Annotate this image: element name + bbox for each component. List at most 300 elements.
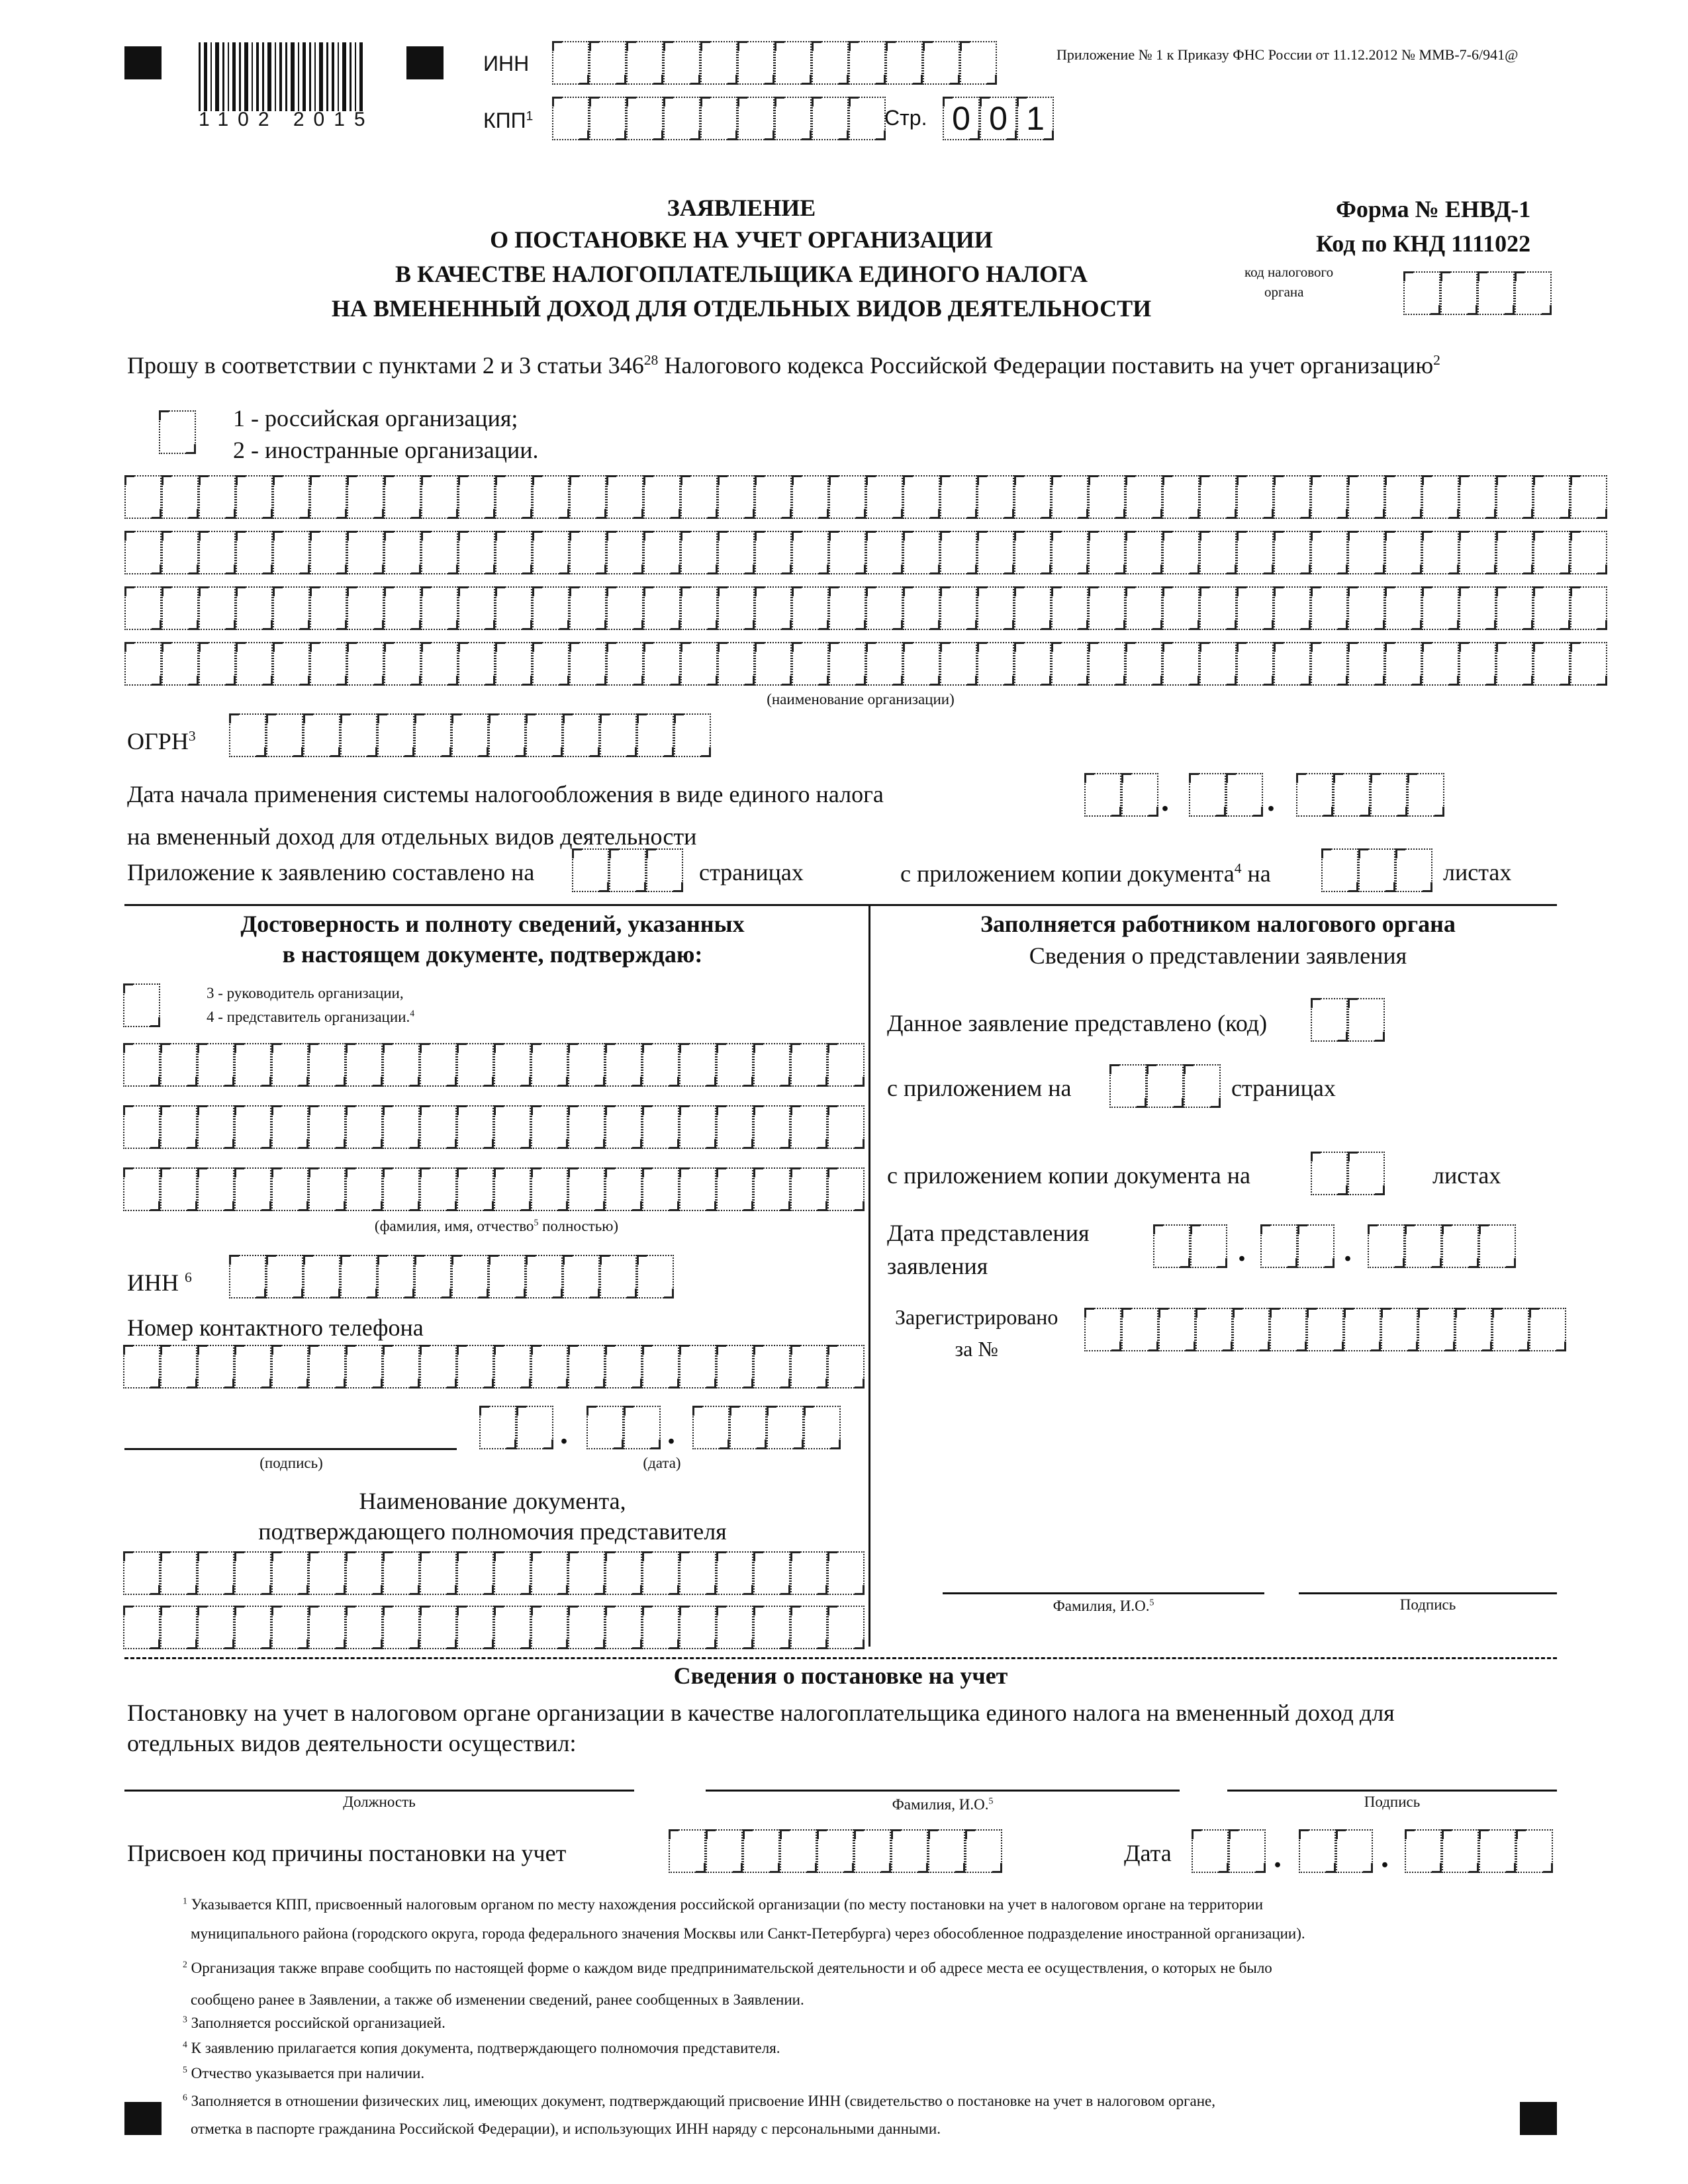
character-cell[interactable] — [716, 1105, 753, 1149]
character-cell[interactable] — [377, 713, 414, 757]
character-cell[interactable] — [753, 1606, 790, 1649]
character-cell[interactable] — [1237, 531, 1274, 574]
character-cell[interactable] — [1348, 998, 1385, 1042]
character-cell[interactable] — [1196, 1308, 1233, 1351]
character-cell[interactable] — [1311, 586, 1348, 630]
with-copy-field[interactable] — [1311, 1152, 1385, 1195]
sign-date-month[interactable] — [586, 1406, 661, 1449]
character-cell[interactable] — [1348, 475, 1385, 519]
character-cell[interactable] — [605, 1043, 642, 1087]
position-line[interactable] — [124, 1790, 634, 1792]
org-type-field[interactable] — [159, 410, 196, 454]
tax-org-code-field[interactable] — [1403, 271, 1552, 315]
character-cell[interactable] — [600, 713, 637, 757]
character-cell[interactable] — [384, 475, 421, 519]
character-cell[interactable] — [1368, 1224, 1405, 1268]
character-cell[interactable] — [384, 586, 421, 630]
registration-date-day[interactable] — [1192, 1829, 1266, 1873]
character-cell[interactable] — [383, 1043, 420, 1087]
character-cell[interactable] — [679, 1105, 716, 1149]
character-cell[interactable] — [589, 97, 626, 140]
character-cell[interactable] — [526, 713, 563, 757]
character-cell[interactable] — [1051, 586, 1088, 630]
character-cell[interactable] — [1162, 475, 1199, 519]
submit-date-year[interactable] — [1368, 1224, 1516, 1268]
character-cell[interactable] — [563, 713, 600, 757]
character-cell[interactable] — [457, 1167, 494, 1211]
character-cell[interactable] — [346, 1167, 383, 1211]
character-cell[interactable] — [827, 1606, 865, 1649]
character-cell[interactable] — [310, 642, 347, 686]
officer-signature-line[interactable] — [1299, 1592, 1557, 1594]
doc-name-row-1[interactable] — [123, 1551, 865, 1595]
character-cell[interactable] — [421, 586, 458, 630]
character-cell[interactable] — [753, 1551, 790, 1595]
character-cell[interactable] — [1121, 1308, 1158, 1351]
character-cell[interactable] — [552, 41, 589, 85]
character-cell[interactable] — [569, 642, 606, 686]
character-cell[interactable] — [643, 586, 680, 630]
character-cell[interactable] — [532, 586, 569, 630]
character-cell[interactable] — [451, 1255, 489, 1298]
character-cell[interactable] — [271, 1345, 308, 1388]
character-cell[interactable] — [160, 1043, 197, 1087]
character-cell[interactable] — [1358, 848, 1395, 892]
character-cell[interactable] — [568, 1345, 605, 1388]
character-cell[interactable] — [716, 1167, 753, 1211]
character-cell[interactable] — [568, 1606, 605, 1649]
character-cell[interactable] — [626, 41, 663, 85]
character-cell[interactable] — [383, 1167, 420, 1211]
character-cell[interactable] — [234, 1105, 271, 1149]
character-cell[interactable] — [340, 1255, 377, 1298]
character-cell[interactable] — [1125, 475, 1162, 519]
character-cell[interactable] — [605, 1606, 642, 1649]
kpp-assigned-field[interactable] — [669, 1829, 1002, 1873]
character-cell[interactable] — [310, 531, 347, 574]
character-cell[interactable] — [1385, 475, 1422, 519]
character-cell[interactable] — [1348, 586, 1385, 630]
character-cell[interactable] — [679, 1551, 716, 1595]
character-cell[interactable] — [124, 586, 162, 630]
character-cell[interactable] — [718, 586, 755, 630]
character-cell[interactable] — [273, 586, 310, 630]
character-cell[interactable] — [489, 1255, 526, 1298]
character-cell[interactable] — [1440, 271, 1477, 315]
inn-field[interactable] — [552, 41, 997, 85]
character-cell[interactable] — [271, 1551, 308, 1595]
character-cell[interactable] — [1459, 642, 1496, 686]
start-date-year[interactable] — [1296, 773, 1444, 817]
character-cell[interactable] — [457, 1043, 494, 1087]
character-cell[interactable] — [589, 41, 626, 85]
character-cell[interactable] — [755, 586, 792, 630]
registrar-fio-line[interactable] — [706, 1790, 1180, 1792]
character-cell[interactable] — [1297, 1224, 1335, 1268]
character-cell[interactable] — [229, 1255, 266, 1298]
character-cell[interactable] — [1422, 586, 1459, 630]
character-cell[interactable] — [347, 531, 384, 574]
character-cell[interactable] — [1051, 642, 1088, 686]
character-cell[interactable] — [737, 41, 774, 85]
character-cell[interactable] — [308, 1167, 346, 1211]
character-cell[interactable] — [1422, 475, 1459, 519]
character-cell[interactable] — [642, 1606, 679, 1649]
character-cell[interactable] — [1442, 1224, 1479, 1268]
fio-row-1[interactable] — [123, 1043, 865, 1087]
character-cell[interactable] — [199, 586, 236, 630]
character-cell[interactable] — [1237, 586, 1274, 630]
registrar-signature-line[interactable] — [1227, 1790, 1557, 1792]
character-cell[interactable] — [827, 1043, 865, 1087]
character-cell[interactable] — [1192, 1829, 1229, 1873]
copy-sheets-field[interactable] — [1321, 848, 1432, 892]
character-cell[interactable] — [234, 1043, 271, 1087]
character-cell[interactable] — [829, 586, 866, 630]
character-cell[interactable] — [1088, 531, 1125, 574]
character-cell[interactable] — [1477, 271, 1515, 315]
character-cell[interactable] — [1333, 773, 1370, 817]
character-cell[interactable] — [1570, 642, 1607, 686]
character-cell[interactable] — [495, 586, 532, 630]
character-cell[interactable] — [753, 1043, 790, 1087]
character-cell[interactable] — [420, 1105, 457, 1149]
character-cell[interactable] — [792, 475, 829, 519]
character-cell[interactable] — [1311, 531, 1348, 574]
character-cell[interactable] — [1405, 1224, 1442, 1268]
character-cell[interactable] — [308, 1551, 346, 1595]
character-cell[interactable] — [421, 475, 458, 519]
character-cell[interactable] — [790, 1345, 827, 1388]
character-cell[interactable] — [458, 531, 495, 574]
character-cell[interactable] — [1274, 642, 1311, 686]
character-cell[interactable] — [600, 1255, 637, 1298]
character-cell[interactable] — [829, 475, 866, 519]
character-cell[interactable] — [197, 1551, 234, 1595]
character-cell[interactable] — [303, 1255, 340, 1298]
character-cell[interactable] — [643, 475, 680, 519]
character-cell[interactable] — [716, 1043, 753, 1087]
character-cell[interactable] — [234, 1167, 271, 1211]
character-cell[interactable] — [903, 642, 940, 686]
officer-fio-line[interactable] — [943, 1592, 1264, 1594]
character-cell[interactable] — [1496, 531, 1533, 574]
character-cell[interactable] — [1311, 1152, 1348, 1195]
character-cell[interactable] — [716, 1345, 753, 1388]
character-cell[interactable] — [552, 97, 589, 140]
character-cell[interactable] — [790, 1167, 827, 1211]
character-cell[interactable] — [1321, 848, 1358, 892]
character-cell[interactable] — [792, 642, 829, 686]
character-cell[interactable] — [1014, 475, 1051, 519]
character-cell[interactable] — [1348, 1152, 1385, 1195]
character-cell[interactable] — [606, 531, 643, 574]
sign-date-year[interactable] — [692, 1406, 841, 1449]
character-cell[interactable] — [1370, 773, 1407, 817]
character-cell[interactable] — [1459, 586, 1496, 630]
character-cell[interactable] — [679, 1167, 716, 1211]
signature-line[interactable] — [124, 1448, 457, 1450]
character-cell[interactable] — [162, 586, 199, 630]
character-cell[interactable] — [123, 1167, 160, 1211]
character-cell[interactable] — [160, 1606, 197, 1649]
character-cell[interactable] — [829, 642, 866, 686]
character-cell[interactable] — [457, 1606, 494, 1649]
character-cell[interactable] — [197, 1043, 234, 1087]
character-cell[interactable] — [123, 1606, 160, 1649]
character-cell[interactable] — [1455, 1308, 1492, 1351]
character-cell[interactable] — [1570, 531, 1607, 574]
doc-name-row-2[interactable] — [123, 1606, 865, 1649]
character-cell[interactable] — [1237, 475, 1274, 519]
character-cell[interactable] — [123, 1345, 160, 1388]
character-cell[interactable] — [1109, 1064, 1147, 1108]
character-cell[interactable] — [755, 531, 792, 574]
character-cell[interactable] — [680, 531, 718, 574]
character-cell[interactable] — [236, 531, 273, 574]
character-cell[interactable] — [162, 531, 199, 574]
character-cell[interactable] — [569, 475, 606, 519]
character-cell[interactable] — [457, 1551, 494, 1595]
character-cell[interactable] — [1299, 1829, 1336, 1873]
character-cell[interactable] — [977, 475, 1014, 519]
character-cell[interactable] — [753, 1167, 790, 1211]
sign-date-day[interactable] — [479, 1406, 553, 1449]
character-cell[interactable] — [1344, 1308, 1381, 1351]
character-cell[interactable] — [420, 1606, 457, 1649]
character-cell[interactable] — [347, 475, 384, 519]
character-cell[interactable] — [605, 1345, 642, 1388]
character-cell[interactable] — [812, 41, 849, 85]
character-cell[interactable] — [637, 1255, 674, 1298]
character-cell[interactable] — [886, 41, 923, 85]
character-cell[interactable] — [792, 531, 829, 574]
character-cell[interactable] — [494, 1043, 531, 1087]
character-cell[interactable] — [236, 642, 273, 686]
character-cell[interactable] — [451, 713, 489, 757]
character-cell[interactable] — [1496, 642, 1533, 686]
character-cell[interactable] — [903, 475, 940, 519]
character-cell[interactable] — [1307, 1308, 1344, 1351]
character-cell[interactable] — [849, 41, 886, 85]
character-cell[interactable] — [310, 586, 347, 630]
character-cell[interactable] — [383, 1606, 420, 1649]
character-cell[interactable] — [606, 475, 643, 519]
character-cell[interactable] — [308, 1345, 346, 1388]
character-cell[interactable] — [716, 1606, 753, 1649]
character-cell[interactable] — [1270, 1308, 1307, 1351]
character-cell[interactable] — [940, 586, 977, 630]
org-name-row-4[interactable] — [124, 642, 1607, 686]
character-cell[interactable] — [384, 642, 421, 686]
character-cell[interactable] — [383, 1105, 420, 1149]
character-cell[interactable] — [1570, 475, 1607, 519]
character-cell[interactable] — [1158, 1308, 1196, 1351]
character-cell[interactable] — [308, 1606, 346, 1649]
character-cell[interactable] — [1153, 1224, 1190, 1268]
character-cell[interactable] — [827, 1167, 865, 1211]
character-cell[interactable] — [774, 41, 812, 85]
character-cell[interactable] — [123, 1551, 160, 1595]
with-attachment-field[interactable] — [1109, 1064, 1221, 1108]
character-cell[interactable] — [340, 713, 377, 757]
character-cell[interactable] — [346, 1105, 383, 1149]
character-cell[interactable] — [1088, 642, 1125, 686]
character-cell[interactable] — [1125, 531, 1162, 574]
character-cell[interactable] — [1051, 475, 1088, 519]
character-cell[interactable] — [303, 713, 340, 757]
registration-date-month[interactable] — [1299, 1829, 1373, 1873]
character-cell[interactable] — [383, 1551, 420, 1595]
character-cell[interactable] — [1515, 271, 1552, 315]
character-cell[interactable] — [458, 586, 495, 630]
character-cell[interactable] — [199, 475, 236, 519]
character-cell[interactable] — [1422, 642, 1459, 686]
character-cell[interactable] — [1385, 586, 1422, 630]
character-cell[interactable] — [1348, 642, 1385, 686]
signer-inn-field[interactable] — [229, 1255, 674, 1298]
character-cell[interactable] — [679, 1345, 716, 1388]
character-cell[interactable] — [414, 713, 451, 757]
character-cell[interactable] — [420, 1043, 457, 1087]
character-cell[interactable] — [1459, 531, 1496, 574]
character-cell[interactable] — [643, 642, 680, 686]
character-cell[interactable] — [162, 475, 199, 519]
character-cell[interactable] — [1125, 586, 1162, 630]
character-cell[interactable] — [1199, 475, 1237, 519]
character-cell[interactable] — [1121, 773, 1158, 817]
character-cell[interactable] — [1395, 848, 1432, 892]
character-cell[interactable] — [679, 1606, 716, 1649]
character-cell[interactable] — [928, 1829, 965, 1873]
character-cell[interactable] — [1348, 531, 1385, 574]
fio-row-2[interactable] — [123, 1105, 865, 1149]
character-cell[interactable] — [1014, 531, 1051, 574]
character-cell[interactable] — [494, 1345, 531, 1388]
character-cell[interactable] — [642, 1551, 679, 1595]
character-cell[interactable] — [1405, 1829, 1442, 1873]
character-cell[interactable] — [1084, 773, 1121, 817]
character-cell[interactable] — [420, 1345, 457, 1388]
character-cell[interactable] — [674, 713, 711, 757]
character-cell[interactable] — [1162, 642, 1199, 686]
character-cell[interactable] — [123, 983, 160, 1027]
character-cell[interactable] — [199, 531, 236, 574]
signer-type-field[interactable] — [123, 983, 160, 1027]
character-cell[interactable] — [458, 475, 495, 519]
character-cell[interactable] — [700, 41, 737, 85]
character-cell[interactable] — [271, 1167, 308, 1211]
character-cell[interactable] — [1189, 773, 1226, 817]
character-cell[interactable] — [197, 1345, 234, 1388]
character-cell[interactable] — [1311, 998, 1348, 1042]
character-cell[interactable] — [849, 97, 886, 140]
character-cell[interactable] — [940, 531, 977, 574]
character-cell[interactable] — [310, 475, 347, 519]
character-cell[interactable] — [568, 1551, 605, 1595]
character-cell[interactable] — [273, 642, 310, 686]
character-cell[interactable] — [1190, 1224, 1227, 1268]
character-cell[interactable] — [236, 586, 273, 630]
character-cell[interactable] — [1381, 1308, 1418, 1351]
character-cell[interactable] — [1274, 531, 1311, 574]
character-cell[interactable] — [420, 1167, 457, 1211]
fio-row-3[interactable] — [123, 1167, 865, 1211]
character-cell[interactable] — [1336, 1829, 1373, 1873]
character-cell[interactable] — [692, 1406, 729, 1449]
character-cell[interactable] — [1125, 642, 1162, 686]
character-cell[interactable] — [718, 475, 755, 519]
character-cell[interactable] — [605, 1551, 642, 1595]
character-cell[interactable] — [1529, 1308, 1566, 1351]
character-cell[interactable] — [829, 531, 866, 574]
character-cell[interactable] — [1274, 475, 1311, 519]
character-cell[interactable] — [774, 97, 812, 140]
character-cell[interactable] — [531, 1606, 568, 1649]
character-cell[interactable] — [706, 1829, 743, 1873]
character-cell[interactable] — [273, 531, 310, 574]
character-cell[interactable] — [1311, 642, 1348, 686]
character-cell[interactable] — [1088, 475, 1125, 519]
character-cell[interactable] — [680, 586, 718, 630]
character-cell[interactable] — [1237, 642, 1274, 686]
attachment-pages-field[interactable] — [572, 848, 683, 892]
character-cell[interactable] — [384, 531, 421, 574]
character-cell[interactable] — [866, 531, 903, 574]
character-cell[interactable] — [271, 1043, 308, 1087]
character-cell[interactable] — [197, 1167, 234, 1211]
character-cell[interactable] — [308, 1105, 346, 1149]
character-cell[interactable] — [271, 1105, 308, 1149]
character-cell[interactable] — [569, 586, 606, 630]
character-cell[interactable] — [743, 1829, 780, 1873]
character-cell[interactable] — [606, 586, 643, 630]
character-cell[interactable] — [1296, 773, 1333, 817]
character-cell[interactable] — [804, 1406, 841, 1449]
character-cell[interactable] — [605, 1105, 642, 1149]
character-cell[interactable] — [1233, 1308, 1270, 1351]
character-cell[interactable] — [383, 1345, 420, 1388]
character-cell[interactable] — [1533, 475, 1570, 519]
character-cell[interactable] — [642, 1105, 679, 1149]
character-cell[interactable] — [903, 586, 940, 630]
character-cell[interactable] — [626, 97, 663, 140]
character-cell[interactable] — [1516, 1829, 1553, 1873]
character-cell[interactable] — [812, 97, 849, 140]
submit-date-month[interactable] — [1260, 1224, 1335, 1268]
character-cell[interactable] — [624, 1406, 661, 1449]
character-cell[interactable] — [531, 1551, 568, 1595]
character-cell[interactable] — [273, 475, 310, 519]
character-cell[interactable] — [1147, 1064, 1184, 1108]
character-cell[interactable] — [718, 642, 755, 686]
character-cell[interactable] — [516, 1406, 553, 1449]
character-cell[interactable] — [234, 1551, 271, 1595]
character-cell[interactable] — [940, 642, 977, 686]
character-cell[interactable] — [489, 713, 526, 757]
character-cell[interactable] — [494, 1167, 531, 1211]
character-cell[interactable] — [790, 1105, 827, 1149]
character-cell[interactable] — [643, 531, 680, 574]
character-cell[interactable] — [1570, 586, 1607, 630]
character-cell[interactable] — [568, 1105, 605, 1149]
character-cell[interactable] — [531, 1105, 568, 1149]
phone-field[interactable] — [123, 1345, 865, 1388]
submitted-code-field[interactable] — [1311, 998, 1385, 1042]
character-cell[interactable] — [1442, 1829, 1479, 1873]
character-cell[interactable] — [680, 642, 718, 686]
character-cell[interactable] — [679, 1043, 716, 1087]
